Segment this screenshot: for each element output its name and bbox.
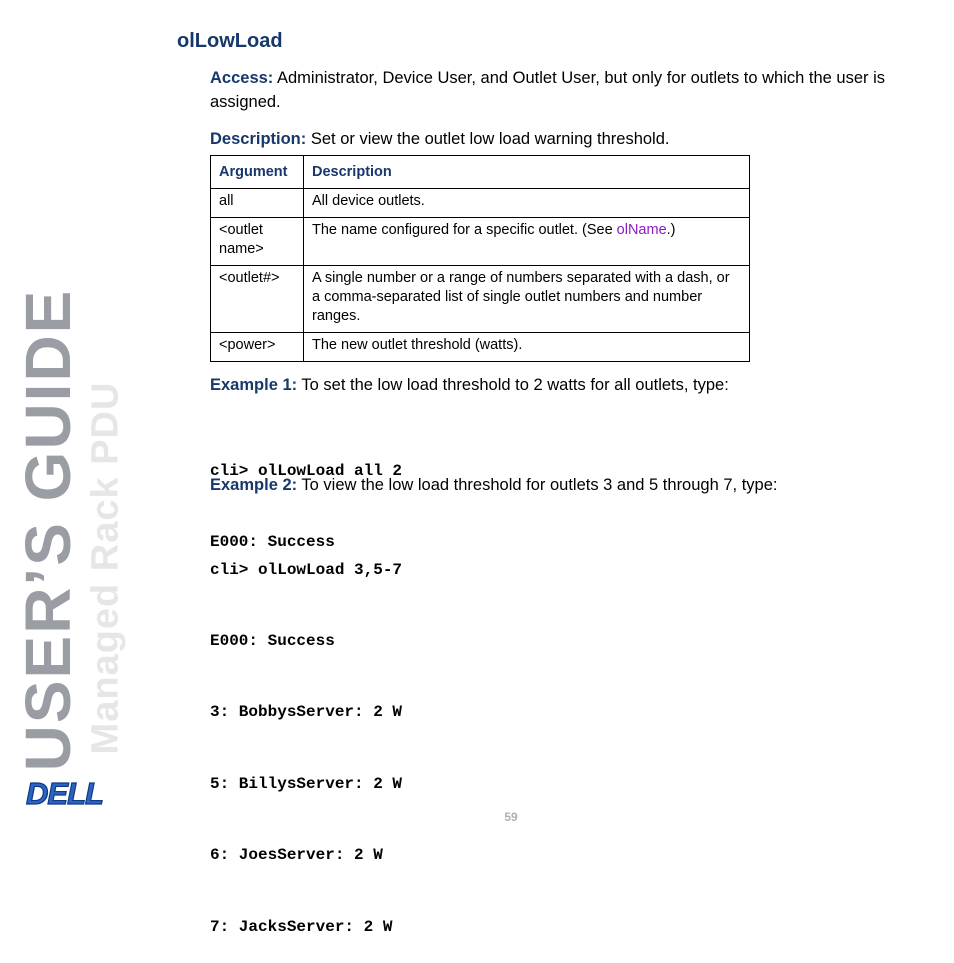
code-line: 5: BillysServer: 2 W bbox=[210, 774, 403, 793]
sidebar-product-subtitle: Managed Rack PDU bbox=[84, 381, 127, 755]
access-paragraph bbox=[210, 66, 910, 114]
argument-table bbox=[210, 155, 750, 362]
description-cell: All device outlets. bbox=[304, 189, 750, 218]
table-row bbox=[211, 218, 750, 266]
access-label: Access: bbox=[210, 69, 274, 87]
table-row bbox=[211, 266, 750, 333]
example1-paragraph bbox=[210, 373, 910, 397]
example2-text: To view the low load threshold for outlets 3 and 5 through 7, type: bbox=[301, 476, 778, 494]
column-header-description: Description bbox=[304, 156, 750, 189]
argument-cell: <outlet name> bbox=[211, 218, 304, 266]
example2-label: Example 2: bbox=[210, 476, 298, 494]
description-cell: A single number or a range of numbers separated with a dash, or a comma-separated list of single outlet numbers and number ranges. bbox=[304, 266, 750, 333]
description-cell: The new outlet threshold (watts). bbox=[304, 333, 750, 362]
table-row bbox=[211, 333, 750, 362]
code-line: 7: JacksServer: 2 W bbox=[210, 917, 393, 936]
access-text: Administrator, Device User, and Outlet User, but only for outlets to which the user is assigned. bbox=[210, 69, 886, 111]
page-title: olLowLoad bbox=[177, 30, 283, 52]
svg-text:DELL: DELL bbox=[26, 776, 103, 810]
code-line: E000: Success bbox=[210, 631, 335, 650]
description-prefix: The name configured for a specific outlet. (See bbox=[312, 222, 617, 238]
example1-label: Example 1: bbox=[210, 376, 298, 394]
code-line: E000: Success bbox=[210, 532, 335, 551]
olname-link[interactable]: olName bbox=[616, 222, 667, 238]
sidebar-users-guide-title: USER’S GUIDE bbox=[12, 288, 84, 772]
table-header-row bbox=[211, 156, 750, 189]
argument-cell: all bbox=[211, 189, 304, 218]
description-suffix: .) bbox=[666, 222, 676, 238]
description-cell bbox=[304, 218, 750, 266]
code-line: 6: JoesServer: 2 W bbox=[210, 846, 383, 865]
argument-cell: <power> bbox=[211, 333, 304, 362]
code-line: cli> olLowLoad all 2 bbox=[210, 461, 403, 480]
table-row bbox=[211, 189, 750, 218]
description-paragraph bbox=[210, 127, 910, 151]
description-label: Description: bbox=[210, 130, 307, 148]
code-line: cli> olLowLoad 3,5-7 bbox=[210, 560, 403, 579]
description-text: Set or view the outlet low load warning threshold. bbox=[310, 130, 670, 148]
argument-cell: <outlet#> bbox=[211, 266, 304, 333]
example2-code-block bbox=[210, 511, 402, 963]
page-number: 59 bbox=[504, 810, 518, 824]
example1-text: To set the low load threshold to 2 watts for all outlets, type: bbox=[301, 376, 729, 394]
code-line: 3: BobbysServer: 2 W bbox=[210, 703, 403, 722]
column-header-argument: Argument bbox=[211, 156, 304, 189]
example2-paragraph bbox=[210, 473, 910, 497]
